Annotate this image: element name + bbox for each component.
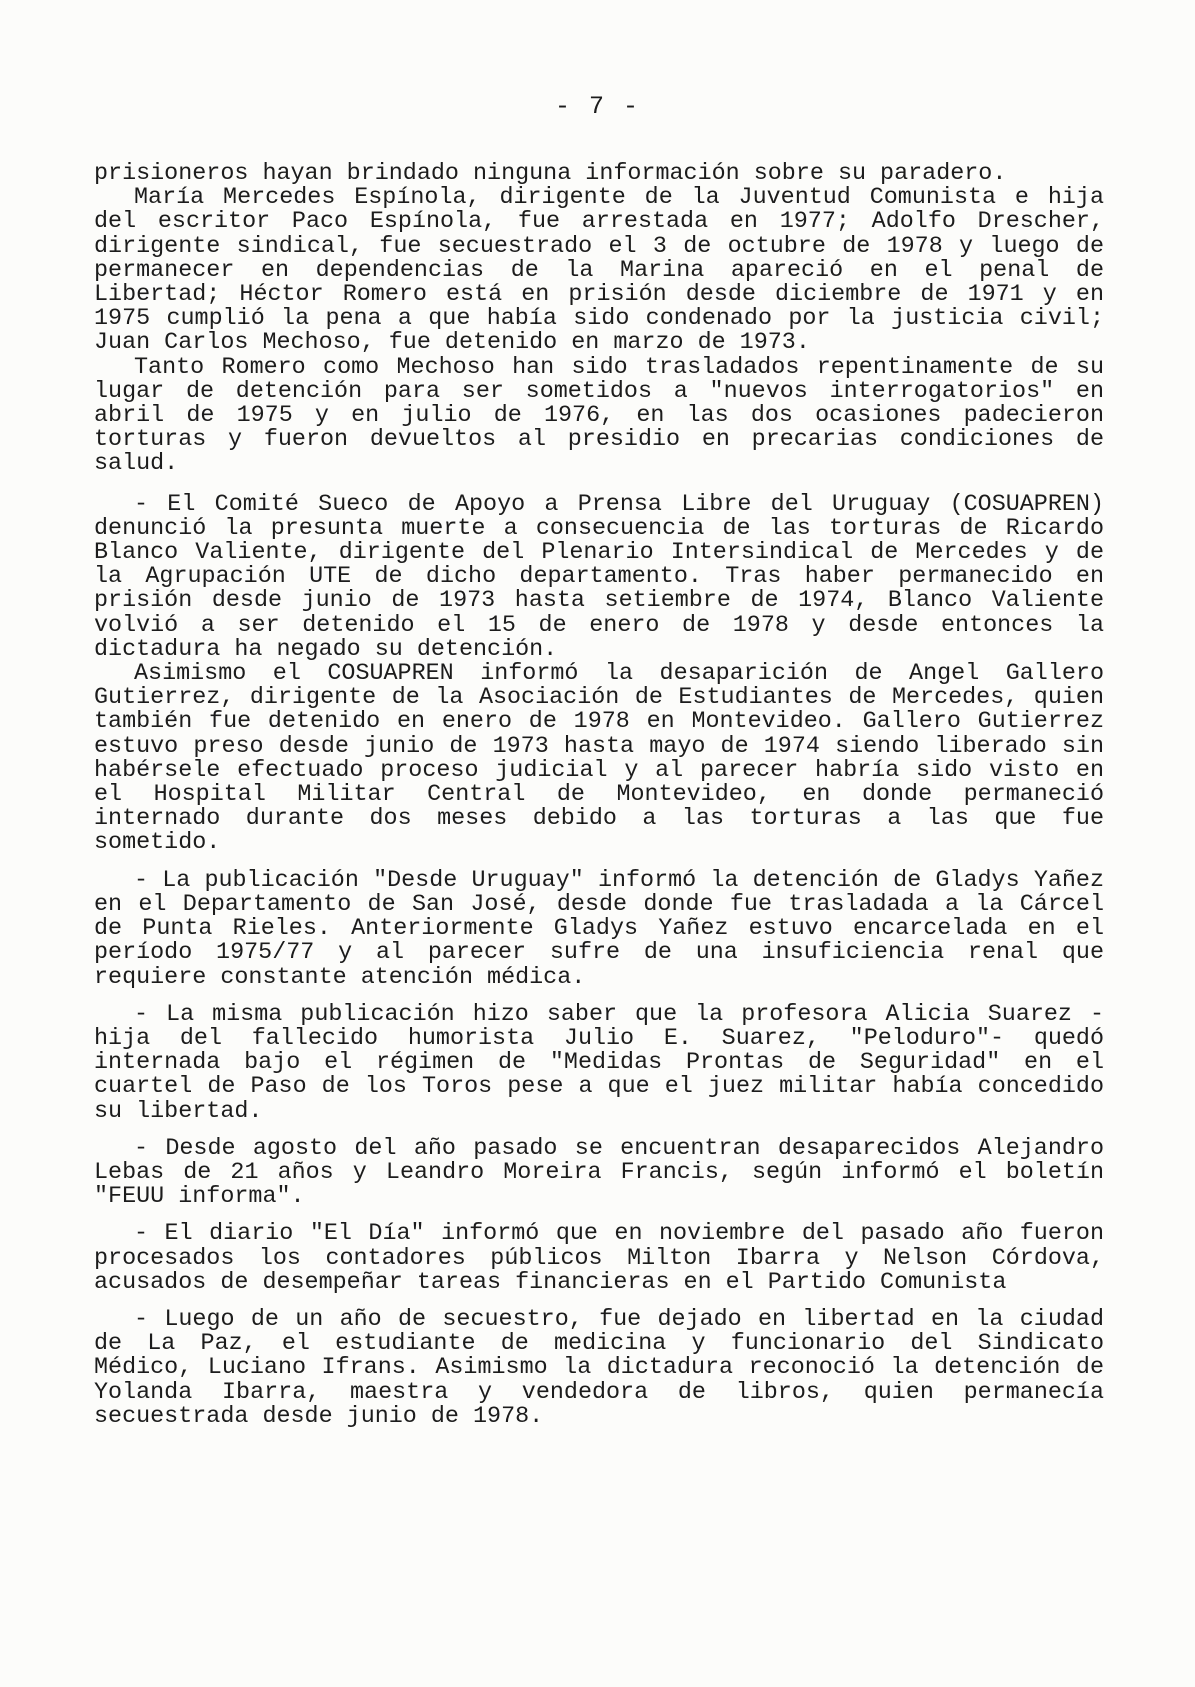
paragraph-romero-mechoso-transfers: Tanto Romero como Mechoso han sido trasladados repentinamente de su lugar de detención para ser sometidos a "nuevos interrogatorios" en abril de 1975 y en julio de 1976, en las dos ocasiones padecieron torturas y fueron devueltos al presidio en precarias condiciones de salud. xyxy=(94,354,1104,478)
paragraph-gallero-gutierrez: Asimismo el COSUAPREN informó la desaparición de Angel Gallero Gutierrez, dirigente de la Asociación de Estudiantes de Mercedes, quien también fue detenido en enero de 1978 en Montevideo. Gallero Gutierrez estuvo preso desde junio de 1973 hasta mayo de 1974 siendo liberado sin habérsele efectuado proceso judicial y al parecer habría sido visto en el Hospital Militar Central de Montevideo, en donde permaneció internado durante dos meses debido a las torturas a las que fue sometido. xyxy=(94,661,1104,857)
paragraph-ifrans-yolanda-ibarra: - Luego de un año de secuestro, fue dejado en libertad en la ciudad de La Paz, el estudiante de medicina y funcionario del Sindicato Médico, Luciano Ifrans. Asimismo la dictadura reconoció la detención de Yolanda Ibarra, maestra y vendedora de libros, quien permanecía secuestrada desde junio de 1978. xyxy=(94,1306,1104,1430)
paragraph-lebas-moreira: - Desde agosto del año pasado se encuentran desaparecidos Alejandro Lebas de 21 años y Leandro Moreira Francis, según informó el boletín "FEUU informa". xyxy=(94,1135,1104,1211)
page-number: - 7 - xyxy=(554,92,640,121)
paragraph-espinola-drescher-romero-mechoso: María Mercedes Espínola, dirigente de la Juventud Comunista e hija del escritor Paco Espínola, fue arrestada en 1977; Adolfo Drescher, dirigente sindical, fue secuestrado el 3 de octubre de 1978 y luego de permanecer en dependencias de la Marina apareció en el penal de Libertad; Héctor Romero está en prisión desde diciembre de 1971 y en 1975 cumplió la pena a que había sido condenado por la justicia civil; Juan Carlos Mechoso, fue detenido en marzo de 1973. xyxy=(94,185,1104,357)
paragraph-cosuapren-blanco-valiente: - El Comité Sueco de Apoyo a Prensa Libre del Uruguay (COSUAPREN) denunció la presunta muerte a consecuencia de las torturas de Ricardo Blanco Valiente, dirigente del Plenario Intersindical de Mercedes y de la Agrupación UTE de dicho departamento. Tras haber permanecido en prisión desde junio de 1973 hasta setiembre de 1974, Blanco Valiente volvió a ser detenido el 15 de enero de 1978 y desde entonces la dictadura ha negado su detención. xyxy=(94,491,1104,663)
paragraph-ibarra-cordova: - El diario "El Día" informó que en noviembre del pasado año fueron procesados los contadores públicos Milton Ibarra y Nelson Córdova, acusados de desempeñar tareas financieras en el Partido Comunista xyxy=(94,1221,1104,1296)
paragraph-alicia-suarez: - La misma publicación hizo saber que la profesora Alicia Suarez -hija del fallecido humorista Julio E. Suarez, "Peloduro"- quedó internada bajo el régimen de "Medidas Prontas de Seguridad" en el cuartel de Paso de los Toros pese a que el juez militar había concedido su libertad. xyxy=(94,1001,1104,1125)
paragraph-gladys-yanez: - La publicación "Desde Uruguay" informó la detención de Gladys Yañez en el Departamento de San José, desde donde fue trasladada a la Cárcel de Punta Rieles. Anteriormente Gladys Yañez estuvo encarcelada en el período 1975/77 y al parecer sufre de una insuficiencia renal que requiere constante atención médica. xyxy=(94,867,1104,991)
paragraph-continuation: prisioneros hayan brindado ninguna información sobre su paradero. xyxy=(94,161,1007,187)
document-body xyxy=(94,162,1104,1429)
